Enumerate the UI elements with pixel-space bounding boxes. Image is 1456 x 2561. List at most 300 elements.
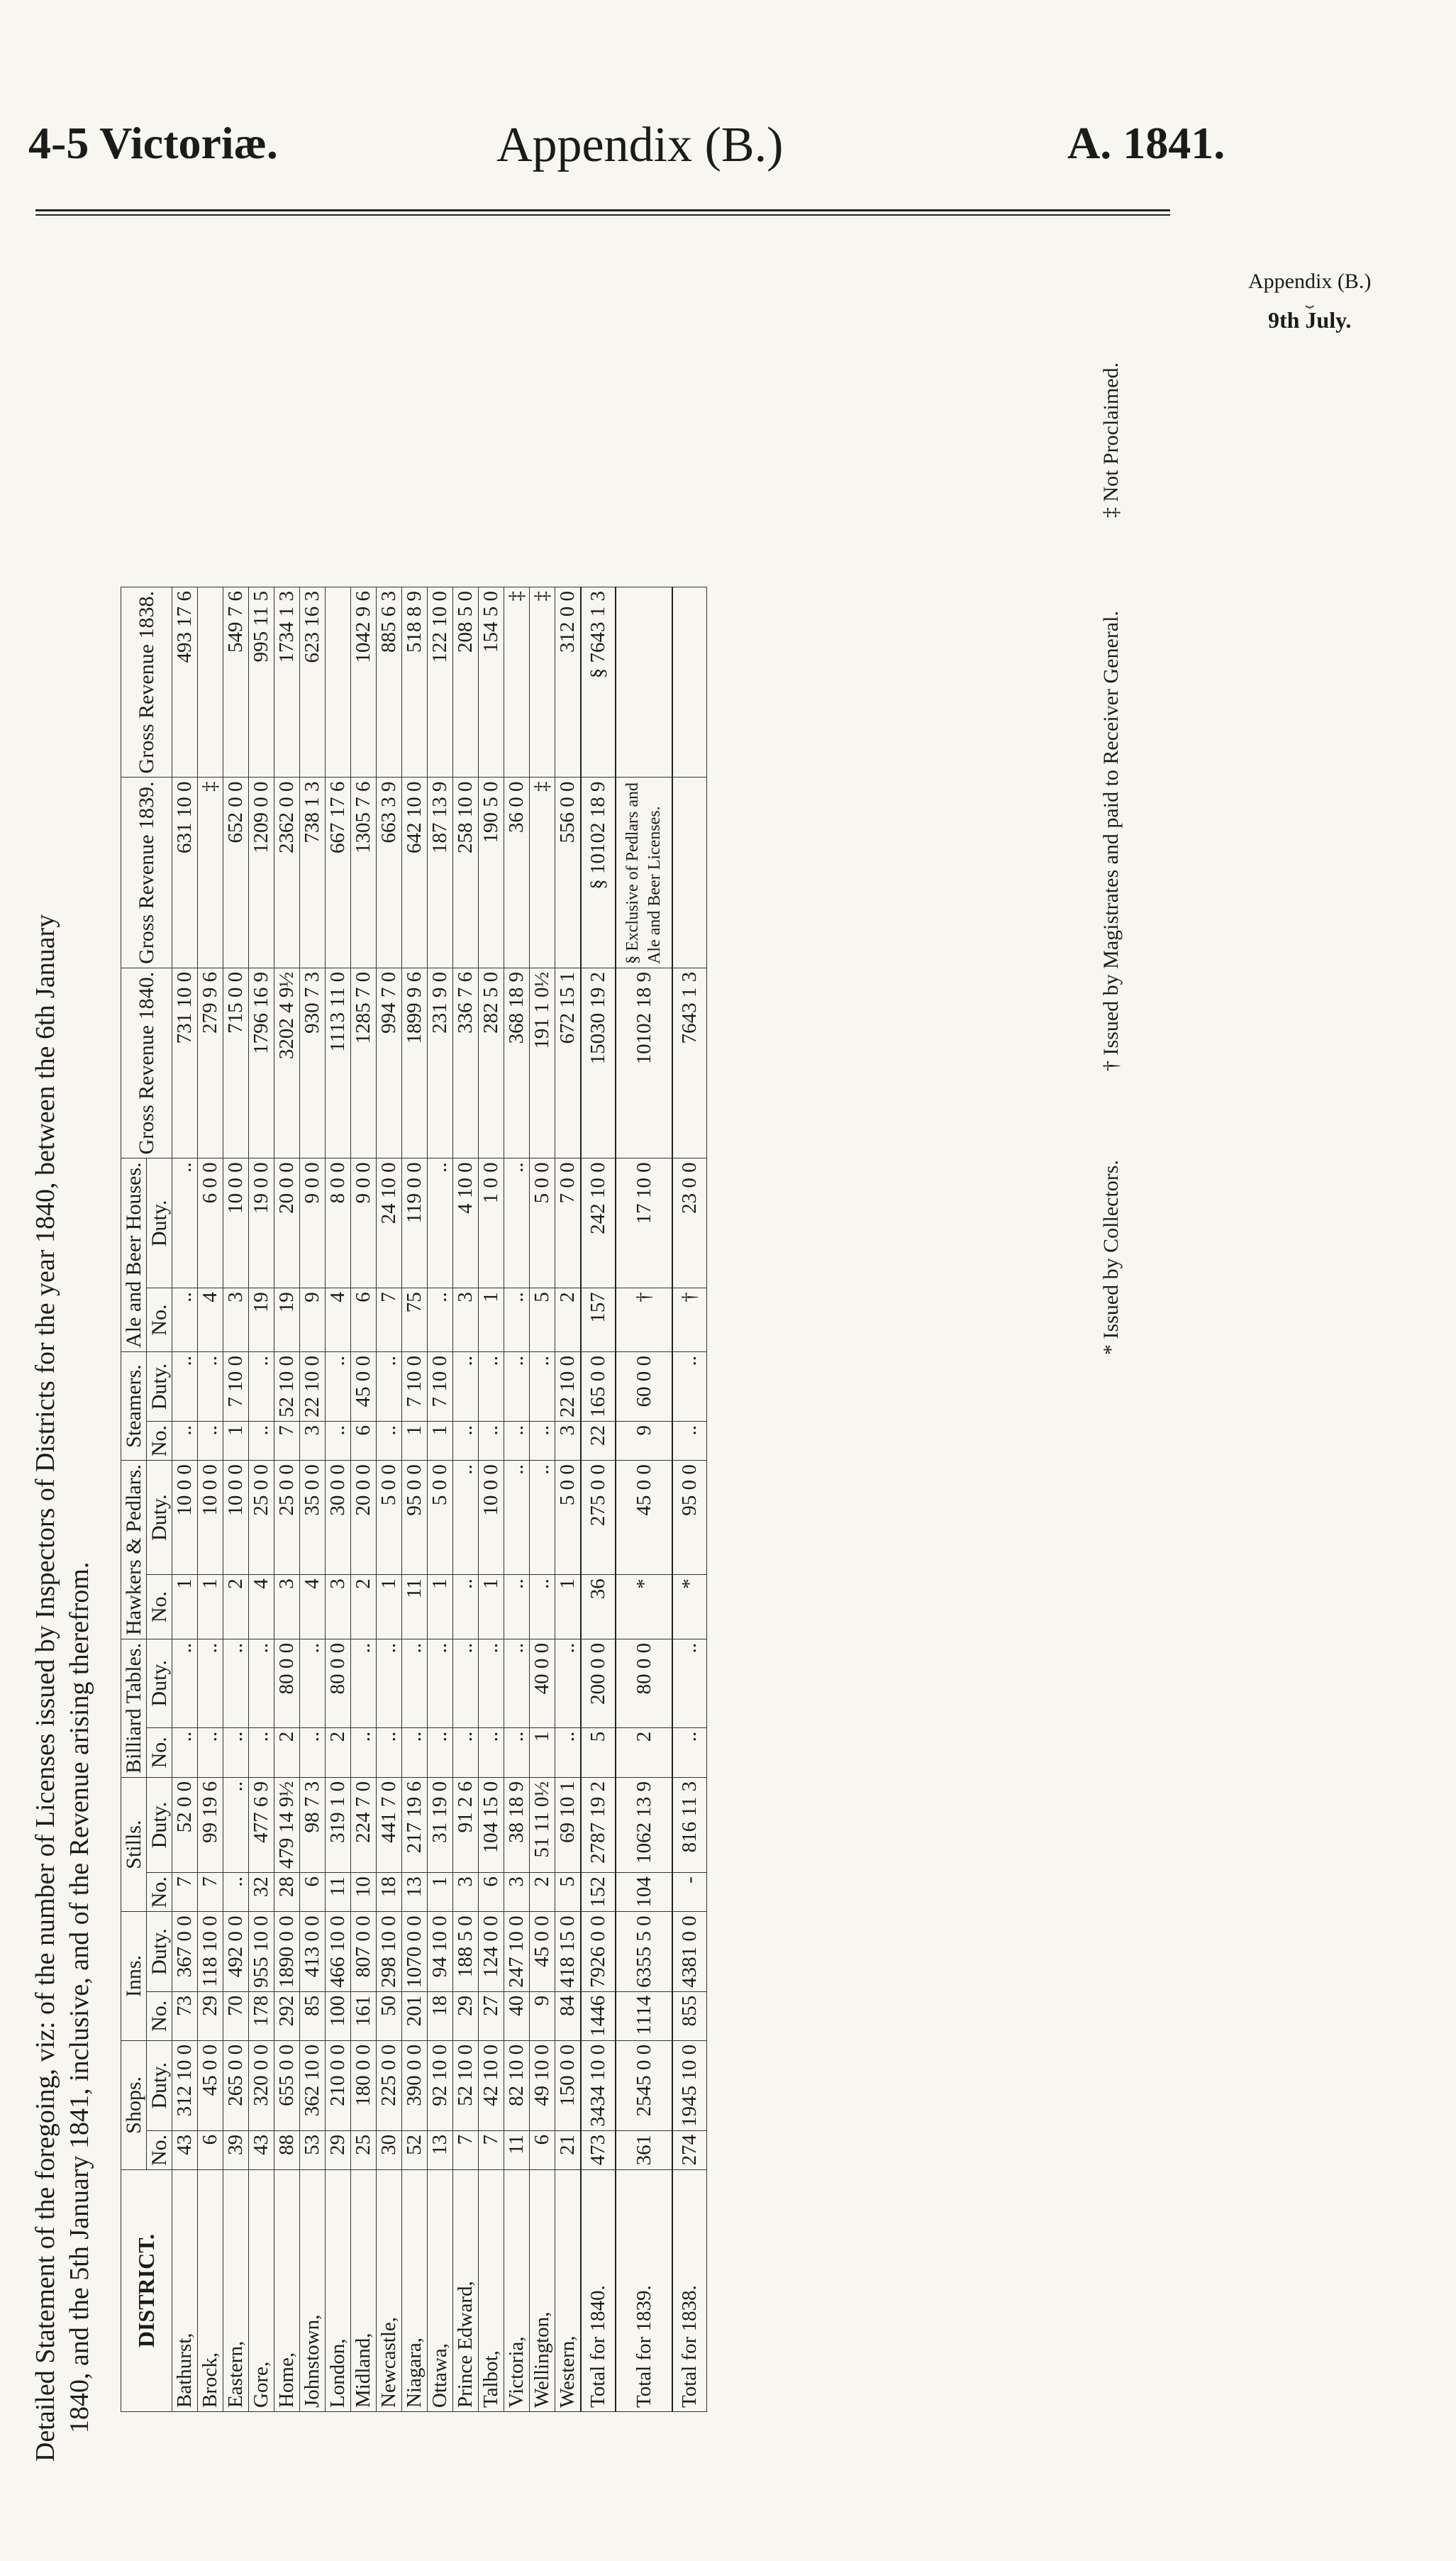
total-row: [616, 587, 672, 2411]
cell-g39: 663 3 9: [377, 778, 402, 968]
col-ale: Ale and Beer Houses.: [121, 1158, 147, 1352]
header-right: A. 1841.: [1067, 118, 1226, 168]
cell-sd: 52 10 0: [453, 2040, 479, 2130]
cell-en: 3: [555, 1421, 582, 1460]
cell-sd: 210 0 0: [326, 2040, 351, 2130]
cell-bn: ..: [504, 1727, 530, 1777]
cell-td: 98 7 3: [300, 1777, 326, 1872]
cell-hd: 10 0 0: [223, 1461, 249, 1575]
cell-ed: 7 10 0: [428, 1351, 453, 1421]
cell-g38: ‡: [530, 587, 555, 777]
cell-bn: ..: [172, 1727, 198, 1777]
cell-an: 157: [581, 1288, 616, 1352]
cell-hd: 45 0 0: [616, 1461, 672, 1575]
cell-in: 292: [274, 1991, 300, 2040]
cell-tn: 2: [530, 1873, 555, 1912]
sub-no: No.: [147, 1288, 172, 1352]
cell-hd: 95 0 0: [402, 1461, 428, 1575]
cell-sn: 473: [581, 2130, 616, 2169]
cell-ed: 22 10 0: [555, 1351, 582, 1421]
sub-duty: Duty.: [147, 1351, 172, 1421]
cell-td: 441 7 0: [377, 1777, 402, 1872]
cell-g39: [672, 778, 707, 968]
cell-ed: 52 10 0: [274, 1351, 300, 1421]
cell-ad: 24 10 0: [377, 1158, 402, 1288]
cell-an: 5: [530, 1288, 555, 1352]
cell-en: 9: [616, 1421, 672, 1460]
cell-an: 1: [479, 1288, 504, 1352]
cell-en: ..: [326, 1421, 351, 1460]
cell-in: 29: [198, 1991, 223, 2040]
cell-g39: 556 0 0: [555, 778, 582, 968]
sub-duty: Duty.: [147, 2040, 172, 2130]
district-cell: Midland,: [351, 2170, 377, 2412]
margin-brace: ⏟: [1305, 292, 1314, 308]
cell-an: ..: [428, 1288, 453, 1352]
margin-note: [1248, 270, 1371, 333]
cell-bd: ..: [555, 1639, 582, 1727]
cell-en: ..: [172, 1421, 198, 1460]
cell-hd: 25 0 0: [249, 1461, 274, 1575]
cell-an: 75: [402, 1288, 428, 1352]
cell-id: 298 10 0: [377, 1912, 402, 1992]
cell-g40: 282 5 0: [479, 968, 504, 1158]
cell-an: 2: [555, 1288, 582, 1352]
cell-ad: 8 0 0: [326, 1158, 351, 1288]
cell-tn: 7: [198, 1873, 223, 1912]
cell-sn: 39: [223, 2130, 249, 2169]
cell-ed: 7 10 0: [402, 1351, 428, 1421]
cell-in: 855: [672, 1991, 707, 2040]
cell-td: 224 7 0: [351, 1777, 377, 1872]
cell-td: 2787 19 2: [581, 1777, 616, 1872]
cell-g39: 36 0 0: [504, 778, 530, 968]
cell-tn: 5: [555, 1873, 582, 1912]
table-row: [530, 587, 555, 2411]
cell-sd: 42 10 0: [479, 2040, 504, 2130]
cell-in: 9: [530, 1991, 555, 2040]
table-title: [28, 262, 96, 2462]
cell-bn: 5: [581, 1727, 616, 1777]
cell-hd: 35 0 0: [300, 1461, 326, 1575]
cell-hn: 1: [198, 1575, 223, 1639]
district-cell: London,: [326, 2170, 351, 2412]
cell-td: 31 19 0: [428, 1777, 453, 1872]
margin-date: 9th July.: [1267, 307, 1352, 333]
cell-ed: 7 10 0: [223, 1351, 249, 1421]
table-row: [428, 587, 453, 2411]
cell-id: 492 0 0: [223, 1912, 249, 1992]
cell-g38: [198, 587, 223, 777]
cell-id: 94 10 0: [428, 1912, 453, 1992]
cell-g40: 231 9 0: [428, 968, 453, 1158]
col-steamers: Steamers.: [121, 1351, 147, 1460]
cell-sd: 82 10 0: [504, 2040, 530, 2130]
cell-bd: ..: [479, 1639, 504, 1727]
cell-g38: § 7643 1 3: [581, 587, 616, 777]
cell-ed: ..: [249, 1351, 274, 1421]
table-row: [504, 587, 530, 2411]
cell-en: ..: [479, 1421, 504, 1460]
district-cell: Johnstown,: [300, 2170, 326, 2412]
cell-tn: 104: [616, 1873, 672, 1912]
cell-td: 319 1 0: [326, 1777, 351, 1872]
cell-an: 19: [274, 1288, 300, 1352]
cell-hn: 4: [249, 1575, 274, 1639]
cell-en: ..: [672, 1421, 707, 1460]
cell-en: ..: [453, 1421, 479, 1460]
cell-bn: ..: [249, 1727, 274, 1777]
district-cell: Total for 1838.: [672, 2170, 707, 2412]
cell-bn: ..: [402, 1727, 428, 1777]
cell-hd: 25 0 0: [274, 1461, 300, 1575]
cell-ad: 119 0 0: [402, 1158, 428, 1288]
cell-ed: ..: [453, 1351, 479, 1421]
cell-g39: 738 1 3: [300, 778, 326, 968]
table-row: [274, 587, 300, 2411]
cell-sn: 7: [453, 2130, 479, 2169]
cell-g38: [326, 587, 351, 777]
cell-sn: 43: [172, 2130, 198, 2169]
cell-g40: 3202 4 9½: [274, 968, 300, 1158]
licenses-table: [121, 587, 707, 2412]
cell-en: 7: [274, 1421, 300, 1460]
cell-an: 4: [198, 1288, 223, 1352]
cell-g40: 10102 18 9: [616, 968, 672, 1158]
cell-td: 91 2 6: [453, 1777, 479, 1872]
cell-sn: 6: [530, 2130, 555, 2169]
title-line-1: Detailed Statement of the foregoing, viz: of the number of Licenses issued by Inspectors of Districts for the year 1840, between the 6th January: [30, 914, 60, 2462]
cell-sd: 45 0 0: [198, 2040, 223, 2130]
cell-g38: 154 5 0: [479, 587, 504, 777]
cell-ed: ..: [326, 1351, 351, 1421]
cell-td: 69 10 1: [555, 1777, 582, 1872]
cell-bn: 1: [530, 1727, 555, 1777]
cell-ad: 17 10 0: [616, 1158, 672, 1288]
cell-g38: 518 8 9: [402, 587, 428, 777]
cell-bd: ..: [223, 1639, 249, 1727]
cell-ed: ..: [504, 1351, 530, 1421]
cell-g39: § Exclusive of Pedlars and Ale and Beer Licenses.: [616, 778, 672, 968]
cell-g38: 995 11 5: [249, 587, 274, 777]
cell-tn: 152: [581, 1873, 616, 1912]
cell-sn: 6: [198, 2130, 223, 2169]
cell-in: 100: [326, 1991, 351, 2040]
cell-g39: 667 17 6: [326, 778, 351, 968]
cell-sd: 180 0 0: [351, 2040, 377, 2130]
col-hawkers: Hawkers & Pedlars.: [121, 1461, 147, 1639]
cell-ad: 6 0 0: [198, 1158, 223, 1288]
table-row: [223, 587, 249, 2411]
cell-id: 124 0 0: [479, 1912, 504, 1992]
cell-sn: 88: [274, 2130, 300, 2169]
cell-g40: 336 7 6: [453, 968, 479, 1158]
sub-no: No.: [147, 1873, 172, 1912]
cell-in: 84: [555, 1991, 582, 2040]
cell-sd: 390 0 0: [402, 2040, 428, 2130]
total-row: [581, 587, 616, 2411]
cell-id: 1070 0 0: [402, 1912, 428, 1992]
cell-sd: 1945 10 0: [672, 2040, 707, 2130]
cell-in: 70: [223, 1991, 249, 2040]
cell-sn: 29: [326, 2130, 351, 2169]
cell-sn: 13: [428, 2130, 453, 2169]
cell-ed: ..: [530, 1351, 555, 1421]
cell-hn: 1: [172, 1575, 198, 1639]
cell-bn: ..: [672, 1727, 707, 1777]
cell-sd: 92 10 0: [428, 2040, 453, 2130]
cell-tn: 6: [479, 1873, 504, 1912]
cell-hn: 4: [300, 1575, 326, 1639]
cell-tn: 10: [351, 1873, 377, 1912]
col-inns: Inns.: [121, 1912, 147, 2041]
cell-g40: 279 9 6: [198, 968, 223, 1158]
cell-tn: 18: [377, 1873, 402, 1912]
cell-en: ..: [249, 1421, 274, 1460]
footnote-dagger: † Issued by Magistrates and paid to Receiver General.: [1099, 611, 1123, 1071]
cell-hd: 10 0 0: [479, 1461, 504, 1575]
cell-g39: 1305 7 6: [351, 778, 377, 968]
district-cell: Newcastle,: [377, 2170, 402, 2412]
cell-sd: 3434 10 0: [581, 2040, 616, 2130]
cell-bd: ..: [672, 1639, 707, 1727]
cell-an: 19: [249, 1288, 274, 1352]
cell-an: 3: [453, 1288, 479, 1352]
district-cell: Eastern,: [223, 2170, 249, 2412]
cell-ad: 10 0 0: [223, 1158, 249, 1288]
cell-tn: 3: [453, 1873, 479, 1912]
cell-tn: -: [672, 1873, 707, 1912]
cell-g38: 493 17 6: [172, 587, 198, 777]
cell-id: 955 10 0: [249, 1912, 274, 1992]
cell-bn: ..: [377, 1727, 402, 1777]
cell-bd: ..: [198, 1639, 223, 1727]
district-cell: Total for 1839.: [616, 2170, 672, 2412]
cell-ed: ..: [672, 1351, 707, 1421]
cell-g38: [672, 587, 707, 777]
cell-in: 50: [377, 1991, 402, 2040]
cell-bd: ..: [249, 1639, 274, 1727]
cell-id: 418 15 0: [555, 1912, 582, 1992]
cell-id: 7926 0 0: [581, 1912, 616, 1992]
cell-id: 118 10 0: [198, 1912, 223, 1992]
cell-g38: 1734 1 3: [274, 587, 300, 777]
sub-no: No.: [147, 1991, 172, 2040]
cell-td: 217 19 6: [402, 1777, 428, 1872]
cell-id: 367 0 0: [172, 1912, 198, 1992]
cell-hd: 20 0 0: [351, 1461, 377, 1575]
cell-id: 247 10 0: [504, 1912, 530, 1992]
cell-hn: *: [672, 1575, 707, 1639]
cell-ed: 165 0 0: [581, 1351, 616, 1421]
cell-hd: 95 0 0: [672, 1461, 707, 1575]
cell-hd: ..: [504, 1461, 530, 1575]
cell-sd: 150 0 0: [555, 2040, 582, 2130]
footnote-ddagger: ‡ Not Proclaimed.: [1099, 362, 1123, 518]
cell-sn: 30: [377, 2130, 402, 2169]
cell-ad: ..: [172, 1158, 198, 1288]
cell-an: ..: [172, 1288, 198, 1352]
cell-id: 807 0 0: [351, 1912, 377, 1992]
table-row: [172, 587, 198, 2411]
district-cell: Total for 1840.: [581, 2170, 616, 2412]
cell-ed: ..: [172, 1351, 198, 1421]
table-row: [249, 587, 274, 2411]
cell-en: ..: [377, 1421, 402, 1460]
col-gross-1840: Gross Revenue 1840.: [121, 968, 172, 1158]
cell-hn: 2: [351, 1575, 377, 1639]
cell-bd: 200 0 0: [581, 1639, 616, 1727]
cell-in: 73: [172, 1991, 198, 2040]
cell-bn: ..: [300, 1727, 326, 1777]
footnote-star: * Issued by Collectors.: [1099, 1160, 1123, 1355]
cell-g40: 994 7 0: [377, 968, 402, 1158]
title-line-2: 1840, and the 5th January 1841, inclusive, and of the Revenue arising therefrom.: [65, 1561, 94, 2433]
cell-sn: 361: [616, 2130, 672, 2169]
cell-bd: 80 0 0: [616, 1639, 672, 1727]
district-cell: Victoria,: [504, 2170, 530, 2412]
cell-tn: 11: [326, 1873, 351, 1912]
cell-bd: ..: [428, 1639, 453, 1727]
cell-ad: 242 10 0: [581, 1158, 616, 1288]
cell-bn: ..: [453, 1727, 479, 1777]
cell-g40: 15030 19 2: [581, 968, 616, 1158]
col-shops: Shops.: [121, 2040, 147, 2169]
cell-in: 85: [300, 1991, 326, 2040]
sub-duty: Duty.: [147, 1461, 172, 1575]
cell-g38: [616, 587, 672, 777]
cell-hd: 10 0 0: [198, 1461, 223, 1575]
cell-sd: 49 10 0: [530, 2040, 555, 2130]
cell-id: 6355 5 0: [616, 1912, 672, 1992]
cell-id: 4381 0 0: [672, 1912, 707, 1992]
col-gross-1838: Gross Revenue 1838.: [121, 587, 172, 777]
district-cell: Ottawa,: [428, 2170, 453, 2412]
col-district: DISTRICT.: [121, 2170, 172, 2412]
table-row: [479, 587, 504, 2411]
cell-in: 161: [351, 1991, 377, 2040]
cell-td: 52 0 0: [172, 1777, 198, 1872]
cell-ad: 19 0 0: [249, 1158, 274, 1288]
cell-g38: 549 7 6: [223, 587, 249, 777]
table-row: [402, 587, 428, 2411]
cell-g38: 312 0 0: [555, 587, 582, 777]
header-rule-2: [35, 214, 1170, 216]
cell-in: 29: [453, 1991, 479, 2040]
cell-id: 188 5 0: [453, 1912, 479, 1992]
cell-hn: 3: [326, 1575, 351, 1639]
cell-td: 1062 13 9: [616, 1777, 672, 1872]
cell-g40: 731 10 0: [172, 968, 198, 1158]
sub-duty: Duty.: [147, 1777, 172, 1872]
cell-hn: ..: [530, 1575, 555, 1639]
cell-hd: 30 0 0: [326, 1461, 351, 1575]
cell-g39: ‡: [198, 778, 223, 968]
cell-tn: ..: [223, 1873, 249, 1912]
cell-g40: 1113 11 0: [326, 968, 351, 1158]
sub-no: No.: [147, 2130, 172, 2169]
cell-tn: 3: [504, 1873, 530, 1912]
cell-in: 18: [428, 1991, 453, 2040]
cell-sn: 25: [351, 2130, 377, 2169]
table-row: [453, 587, 479, 2411]
cell-g40: 672 15 1: [555, 968, 582, 1158]
cell-td: 104 15 0: [479, 1777, 504, 1872]
cell-g38: 1042 9 6: [351, 587, 377, 777]
cell-g39: ‡: [530, 778, 555, 968]
district-cell: Prince Edward,: [453, 2170, 479, 2412]
cell-sn: 43: [249, 2130, 274, 2169]
cell-g40: 715 0 0: [223, 968, 249, 1158]
cell-tn: 6: [300, 1873, 326, 1912]
cell-ed: ..: [377, 1351, 402, 1421]
cell-bd: ..: [351, 1639, 377, 1727]
cell-en: 22: [581, 1421, 616, 1460]
cell-sd: 2545 0 0: [616, 2040, 672, 2130]
cell-bn: 2: [274, 1727, 300, 1777]
cell-td: 51 11 0½: [530, 1777, 555, 1872]
sub-duty: Duty.: [147, 1639, 172, 1727]
cell-ad: ..: [428, 1158, 453, 1288]
cell-sd: 265 0 0: [223, 2040, 249, 2130]
cell-ad: 9 0 0: [351, 1158, 377, 1288]
cell-td: 479 14 9½: [274, 1777, 300, 1872]
cell-hn: ..: [504, 1575, 530, 1639]
district-cell: Talbot,: [479, 2170, 504, 2412]
cell-ad: 9 0 0: [300, 1158, 326, 1288]
cell-hn: ..: [453, 1575, 479, 1639]
cell-en: 3: [300, 1421, 326, 1460]
cell-in: 1114: [616, 1991, 672, 2040]
cell-ad: 7 0 0: [555, 1158, 582, 1288]
district-cell: Brock,: [198, 2170, 223, 2412]
cell-g39: 258 10 0: [453, 778, 479, 968]
cell-g39: 1209 0 0: [249, 778, 274, 968]
cell-in: 27: [479, 1991, 504, 2040]
cell-id: 45 0 0: [530, 1912, 555, 1992]
cell-bd: ..: [453, 1639, 479, 1727]
cell-in: 201: [402, 1991, 428, 2040]
cell-tn: 28: [274, 1873, 300, 1912]
cell-hd: 5 0 0: [428, 1461, 453, 1575]
cell-g38: 122 10 0: [428, 587, 453, 777]
cell-bd: ..: [300, 1639, 326, 1727]
cell-hd: ..: [530, 1461, 555, 1575]
cell-ad: 5 0 0: [530, 1158, 555, 1288]
table-row: [326, 587, 351, 2411]
cell-bd: ..: [377, 1639, 402, 1727]
cell-hd: ..: [453, 1461, 479, 1575]
cell-g40: 191 1 0½: [530, 968, 555, 1158]
cell-g40: 1899 9 6: [402, 968, 428, 1158]
cell-an: 9: [300, 1288, 326, 1352]
header-left: 4-5 Victoriæ.: [28, 118, 278, 168]
cell-g39: 652 0 0: [223, 778, 249, 968]
col-billiard: Billiard Tables.: [121, 1639, 147, 1777]
cell-bn: ..: [198, 1727, 223, 1777]
cell-hd: 275 0 0: [581, 1461, 616, 1575]
cell-g40: 930 7 3: [300, 968, 326, 1158]
cell-an: 7: [377, 1288, 402, 1352]
col-gross-1839: Gross Revenue 1839.: [121, 778, 172, 968]
cell-ed: 60 0 0: [616, 1351, 672, 1421]
cell-g39: 631 10 0: [172, 778, 198, 968]
cell-sd: 655 0 0: [274, 2040, 300, 2130]
cell-en: 1: [428, 1421, 453, 1460]
margin-appendix: Appendix (B.): [1248, 270, 1372, 293]
cell-en: ..: [530, 1421, 555, 1460]
cell-an: 3: [223, 1288, 249, 1352]
